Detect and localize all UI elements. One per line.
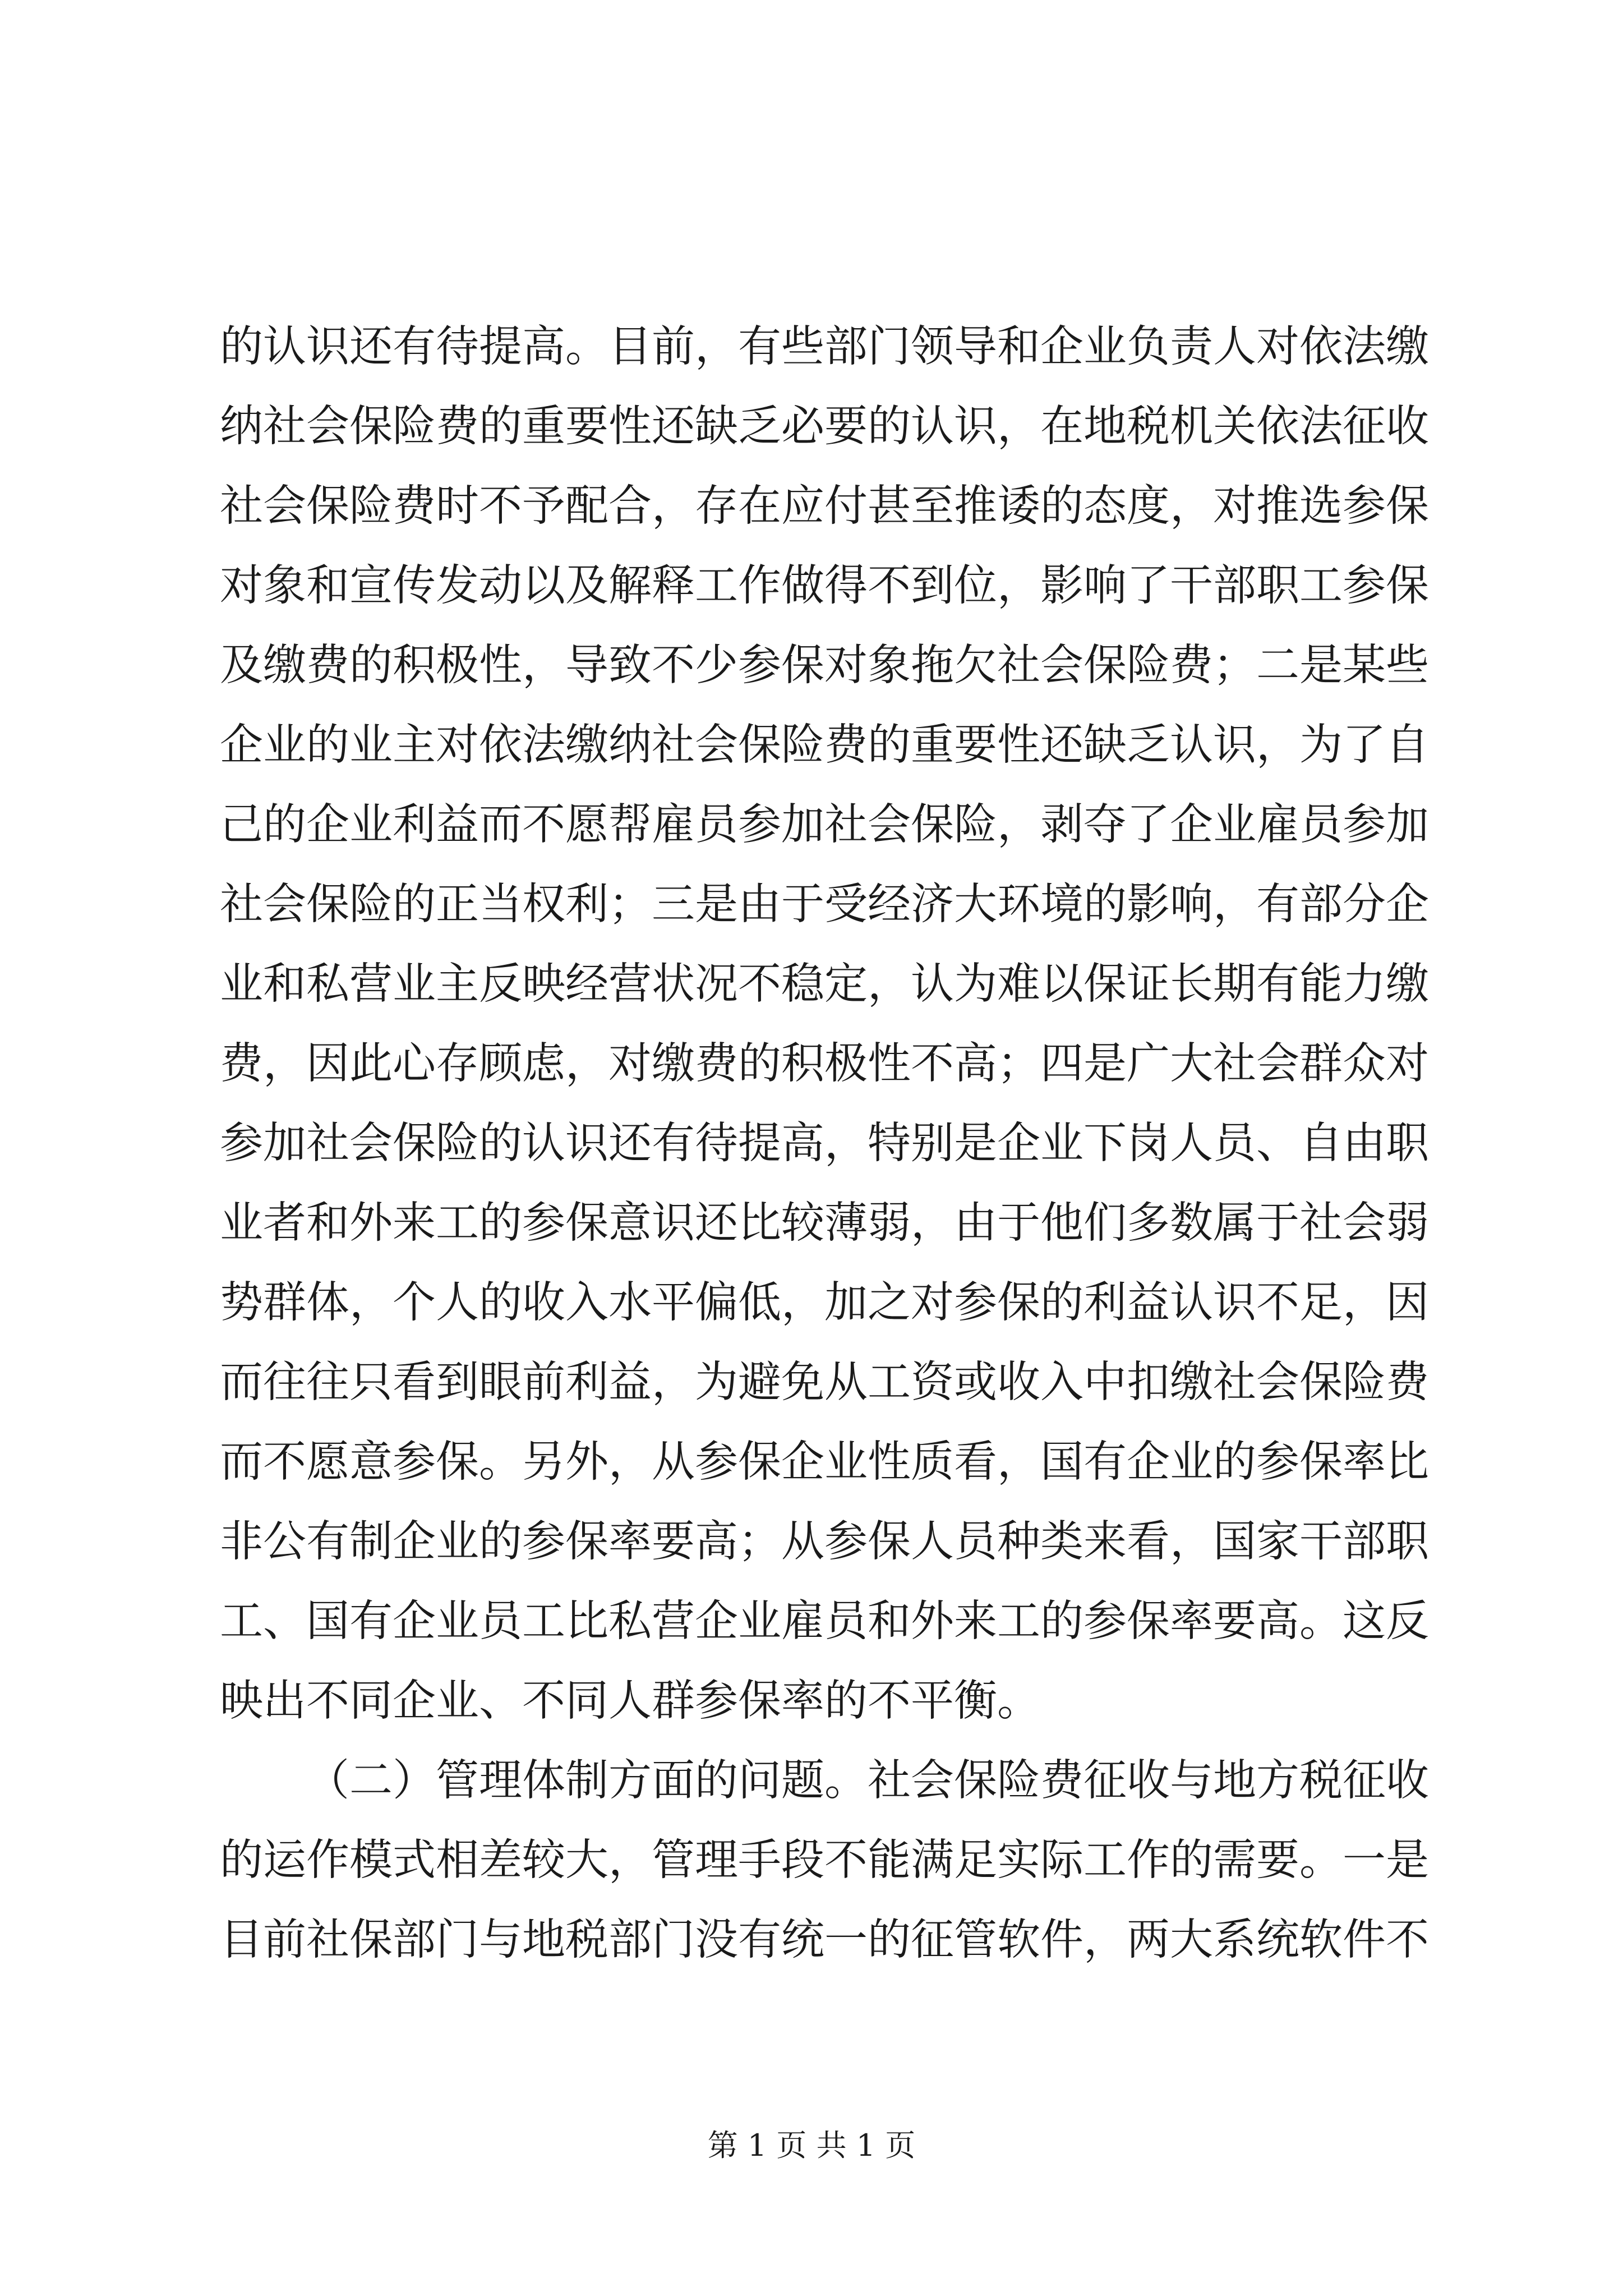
text-line: 业和私营业主反映经营状况不稳定，认为难以保证长期有能力缴 bbox=[220, 959, 1429, 1009]
text-line: 社会保险费时不予配合，存在应付甚至推诿的态度，对推选参保 bbox=[220, 481, 1429, 531]
text-line: 对象和宣传发动以及解释工作做得不到位，影响了干部职工参保 bbox=[220, 561, 1429, 611]
text-line: 参加社会保险的认识还有待提高，特别是企业下岗人员、自由职 bbox=[220, 1119, 1429, 1168]
text-line: 目前社保部门与地税部门没有统一的征管软件，两大系统软件不 bbox=[220, 1915, 1429, 1965]
text-line: 非公有制企业的参保率要高；从参保人员种类来看，国家干部职 bbox=[220, 1517, 1429, 1567]
text-line: 而往往只看到眼前利益，为避免从工资或收入中扣缴社会保险费 bbox=[220, 1358, 1429, 1407]
text-line: 势群体，个人的收入水平偏低，加之对参保的利益认识不足，因 bbox=[220, 1278, 1429, 1328]
text-line: 的运作模式相差较大，管理手段不能满足实际工作的需要。一是 bbox=[220, 1835, 1429, 1885]
text-line: 及缴费的积极性，导致不少参保对象拖欠社会保险费；二是某些 bbox=[220, 641, 1429, 691]
text-line: 而不愿意参保。另外，从参保企业性质看，国有企业的参保率比 bbox=[220, 1437, 1429, 1487]
text-line: 己的企业利益而不愿帮雇员参加社会保险，剥夺了企业雇员参加 bbox=[220, 800, 1429, 850]
text-line: 业者和外来工的参保意识还比较薄弱，由于他们多数属于社会弱 bbox=[220, 1198, 1429, 1248]
text-line: 工、国有企业员工比私营企业雇员和外来工的参保率要高。这反 bbox=[220, 1596, 1429, 1646]
text-line: 社会保险的正当权利；三是由于受经济大环境的影响，有部分企 bbox=[220, 880, 1429, 930]
body-text bbox=[220, 307, 1429, 1980]
text-line: 费，因此心存顾虑，对缴费的积极性不高；四是广大社会群众对 bbox=[220, 1039, 1429, 1089]
section-heading-line: （二）管理体制方面的问题。社会保险费征收与地方税征收 bbox=[306, 1756, 1429, 1806]
page-footer: 第 1 页 共 1 页 bbox=[707, 2128, 916, 2163]
text-line: 企业的业主对依法缴纳社会保险费的重要性还缺乏认识，为了自 bbox=[220, 720, 1429, 770]
paragraph-end-line: 映出不同企业、不同人群参保率的不平衡。 bbox=[220, 1676, 1040, 1726]
text-line: 的认识还有待提高。目前，有些部门领导和企业负责人对依法缴 bbox=[220, 322, 1429, 372]
text-line: 纳社会保险费的重要性还缺乏必要的认识，在地税机关依法征收 bbox=[220, 402, 1429, 452]
